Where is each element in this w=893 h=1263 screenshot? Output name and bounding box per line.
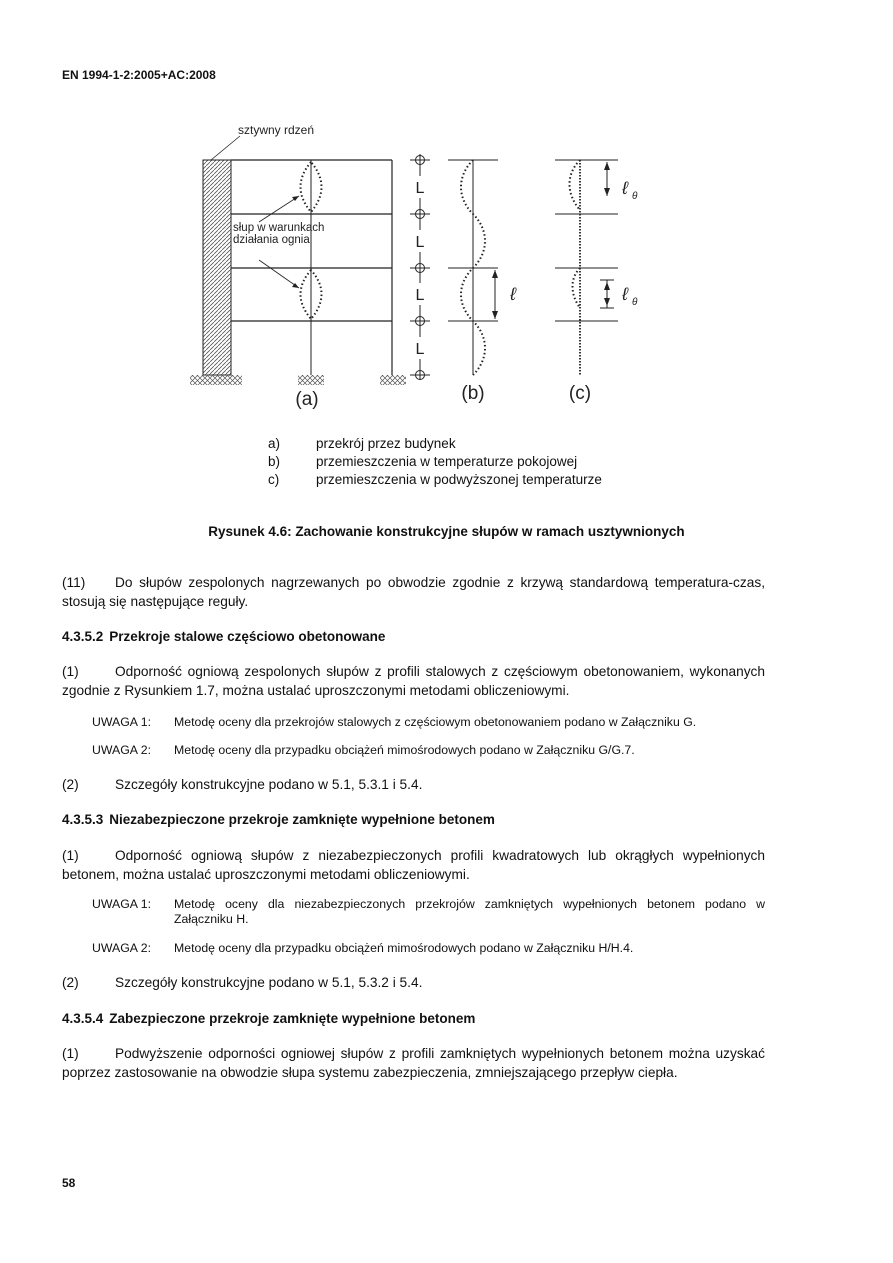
paragraph-11: (11) Do słupów zespolonych nagrzewanych po obwodzie zgodnie z krzywą standardową temperatura-czas, stosują się następujące reguły. — [62, 575, 765, 609]
leader-line — [259, 260, 299, 288]
legend-item: a) przekrój przez budynek — [268, 436, 456, 451]
ground-core — [190, 375, 242, 385]
story-markers — [410, 154, 430, 380]
label-theta-sub: θ — [632, 191, 638, 202]
section-heading-4353: 4.3.5.3 Niezabezpieczone przekroje zamknięte wypełnione betonem — [62, 812, 495, 827]
note-4353-1: UWAGA 1: Metodę oceny dla niezabezpieczonych przekrojów zamkniętych wypełnionych betonem podano w Załączniku H. — [92, 897, 765, 926]
story-label-L: L — [415, 180, 425, 197]
panel-b-drawing — [448, 160, 517, 404]
panel-a-label: (a) — [295, 389, 319, 410]
label-length: ℓ — [510, 284, 516, 304]
page-number: 58 — [62, 1176, 76, 1190]
paragraph-4353-2: (2) Szczegóły konstrukcyjne podano w 5.1, 5.3.2 i 5.4. — [62, 975, 423, 990]
figure-4-6 — [170, 118, 640, 418]
rigid-core — [203, 160, 231, 375]
panel-c-drawing — [555, 160, 638, 404]
legend-item: c) przemieszczenia w podwyższonej temperaturze — [268, 472, 602, 487]
paragraph-4353-1: (1) Odporność ogniową słupów z niezabezpieczonych profili kwadratowych lub okrągłych wypełnionych betonem, można ustalać uproszczonymi metodami obliczeniowymi. — [62, 848, 765, 882]
note-4352-2: UWAGA 2: Metodę oceny dla przypadku obciążeń mimośrodowych podano w Załączniku G/G.7. — [92, 743, 635, 757]
figure-legend — [268, 435, 602, 489]
story-label-L: L — [415, 341, 425, 358]
note-4353-2: UWAGA 2: Metodę oceny dla przypadku obciążeń mimośrodowych podano w Załączniku H/H.4. — [92, 941, 634, 955]
label-length-theta: ℓ — [622, 284, 628, 304]
story-label-L: L — [415, 287, 425, 304]
story-label-L: L — [415, 234, 425, 251]
buckling-mode-shape — [570, 160, 581, 210]
label-rigid-core: sztywny rdzeń — [238, 123, 315, 137]
buckling-mode-shape — [573, 268, 581, 308]
leader-line — [259, 196, 299, 222]
ground-column — [380, 375, 406, 385]
section-heading-4354: 4.3.5.4 Zabezpieczone przekroje zamknięte wypełnione betonem — [62, 1011, 476, 1026]
ground-column — [298, 375, 324, 385]
paragraph-4354-1: (1) Podwyższenie odporności ogniowej słupów z profili zamkniętych wypełnionych betonem można uzyskać poprzez zastosowanie na obwodzie słupa systemu zabezpieczenia, zmniejszającego przepływ ciepła. — [62, 1046, 765, 1080]
document-header: EN 1994-1-2:2005+AC:2008 — [62, 68, 216, 82]
leader-line — [211, 136, 240, 160]
panel-c-label: (c) — [568, 383, 592, 404]
legend-item: b) przemieszczenia w temperaturze pokojowej — [268, 454, 578, 469]
paragraph-4352-2: (2) Szczegóły konstrukcyjne podano w 5.1, 5.3.1 i 5.4. — [62, 777, 423, 792]
label-theta-sub: θ — [632, 297, 638, 308]
paragraph-4352-1: (1) Odporność ogniową zespolonych słupów z profili stalowych z częściowym obetonowaniem, wykonanych zgodnie z Rysunkiem 1.7, można ustalać uproszczonymi metodami obliczeniowymi. — [62, 664, 765, 698]
panel-b-label: (b) — [461, 383, 485, 404]
label-column-fire-2: działania ognia — [233, 234, 310, 246]
panel-a-drawing — [190, 123, 406, 410]
figure-drawing — [170, 118, 640, 418]
note-4352-1: UWAGA 1: Metodę oceny dla przekrojów stalowych z częściowym obetonowaniem podano w Załączniku G. — [92, 715, 697, 729]
figure-caption: Rysunek 4.6: Zachowanie konstrukcyjne słupów w ramach usztywnionych — [208, 524, 685, 539]
section-heading-4352: 4.3.5.2 Przekroje stalowe częściowo obetonowane — [62, 629, 386, 644]
label-length-theta: ℓ — [622, 178, 628, 198]
label-column-fire-1: słup w warunkach — [233, 222, 325, 234]
